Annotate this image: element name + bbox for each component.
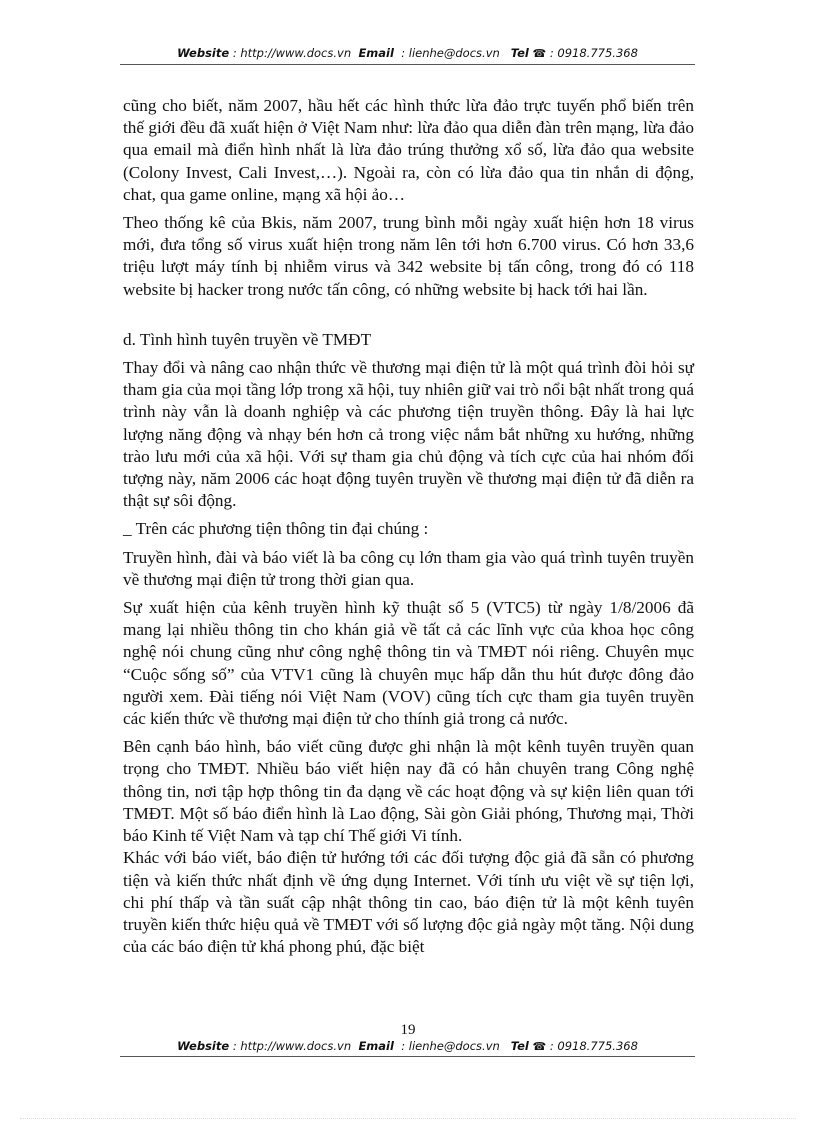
paragraph: Bên cạnh báo hình, báo viết cũng được ghi nhận là một kênh tuyên truyền quan trọng cho TMĐT. Nhiều báo viết hiện nay đã có hẳn chuyên trang Công nghệ thông tin, nơi tập hợp thông tin đa dạng về các hoạt động và sự kiện liên quan tới TMĐT. Một số báo điển hình là Lao động, Sài gòn Giải phóng, Thương mại, Thời báo Kinh tế Việt Nam và tạp chí Thế giới Vi tính. <box>123 737 694 846</box>
email-value: : lienhe@docs.vn <box>401 1039 500 1053</box>
email-label: Email <box>358 1039 394 1053</box>
paragraph: Truyền hình, đài và báo viết là ba công cụ lớn tham gia vào quá trình tuyên truyền về thương mại điện tử trong thời gian qua. <box>123 547 694 589</box>
paragraph: Thay đổi và nâng cao nhận thức về thương mại điện tử là một quá trình đòi hỏi sự tham gia của mọi tầng lớp trong xã hội, tuy nhiên giữ vai trò nổi bật nhất trong quá trình này vẫn là doanh nghiệp và các phương tiện truyền thông. Đây là hai lực lượng năng động và nhạy bén hơn cả trong việc nắm bắt những xu hướng, những trào lưu mới của xã hội. Với sự tham gia chủ động và tích cực của hai nhóm đối tượng này, năm 2006 các hoạt động tuyên truyền về thương mại điện tử đã diễn ra thật sự sôi động. <box>123 358 694 511</box>
paragraph: Theo thống kê của Bkis, năm 2007, trung bình mỗi ngày xuất hiện hơn 18 virus mới, đưa tổng số virus xuất hiện trong năm lên tới hơn 6.700 virus. Có hơn 33,6 triệu lượt máy tính bị nhiễm virus và 342 website bị tấn công, trong đó có 118 website bị hacker trong nước tấn công, có những website bị hack tới hai lần. <box>123 213 694 299</box>
tel-label: Tel <box>510 1039 529 1053</box>
subheading: _ Trên các phương tiện thông tin đại chúng : <box>123 519 429 539</box>
page-header <box>120 46 695 60</box>
paragraph: cũng cho biết, năm 2007, hầu hết các hình thức lừa đảo trực tuyến phổ biến trên thế giới đều đã xuất hiện ở Việt Nam như: lừa đảo qua diễn đàn trên mạng, lừa đảo qua email mà điển hình nhất là lừa đảo trúng thưởng xổ số, lừa đảo qua website (Colony Invest, Cali Invest,…). Ngoài ra, còn có lừa đảo qua tin nhắn di động, chat, qua game online, mạng xã hội ảo… <box>123 96 694 204</box>
footer-rule <box>120 1056 695 1057</box>
document-body <box>123 95 694 964</box>
website-value: : http://www.docs.vn <box>232 46 352 60</box>
email-value: : lienhe@docs.vn <box>401 46 500 60</box>
page-footer <box>120 1039 695 1053</box>
tel-value: : 0918.775.368 <box>549 1039 638 1053</box>
paragraph: Khác với báo viết, báo điện tử hướng tới các đối tượng độc giả đã sẵn có phương tiện và kiến thức nhất định về ứng dụng Internet. Với tính ưu việt về sự tiện lợi, chi phí thấp và tần suất cập nhật thông tin cao, báo điện tử là một kênh tuyên truyền kiến thức hiệu quả về TMĐT với số lượng độc giả ngày một tăng. Nội dung của các báo điện tử khá phong phú, đặc biệt <box>123 848 694 957</box>
tel-label: Tel <box>510 46 529 60</box>
website-value: : http://www.docs.vn <box>232 1039 352 1053</box>
telephone-icon: ☎ <box>532 47 547 60</box>
tel-value: : 0918.775.368 <box>549 46 638 60</box>
section-heading: d. Tình hình tuyên truyền về TMĐT <box>123 329 372 349</box>
paragraph: Sự xuất hiện của kênh truyền hình kỹ thuật số 5 (VTC5) từ ngày 1/8/2006 đã mang lại nhiều thông tin cho khán giả về tất cả các lĩnh vực của khoa học công nghệ nói chung cũng như công nghệ thông tin và TMĐT nói riêng. Chuyên mục “Cuộc sống số” của VTV1 cũng là chuyên mục hấp dẫn thu hút được đông đảo người xem. Đài tiếng nói Việt Nam (VOV) cũng tích cực tham gia tuyên truyền các kiến thức về thương mại điện tử cho thính giả trong cả nước. <box>123 598 694 729</box>
page-number: 19 <box>400 1022 416 1038</box>
header-rule <box>120 64 695 65</box>
telephone-icon: ☎ <box>532 1040 547 1053</box>
page-edge-divider <box>20 1118 796 1119</box>
website-label: Website <box>177 46 230 60</box>
email-label: Email <box>358 46 394 60</box>
website-label: Website <box>177 1039 230 1053</box>
